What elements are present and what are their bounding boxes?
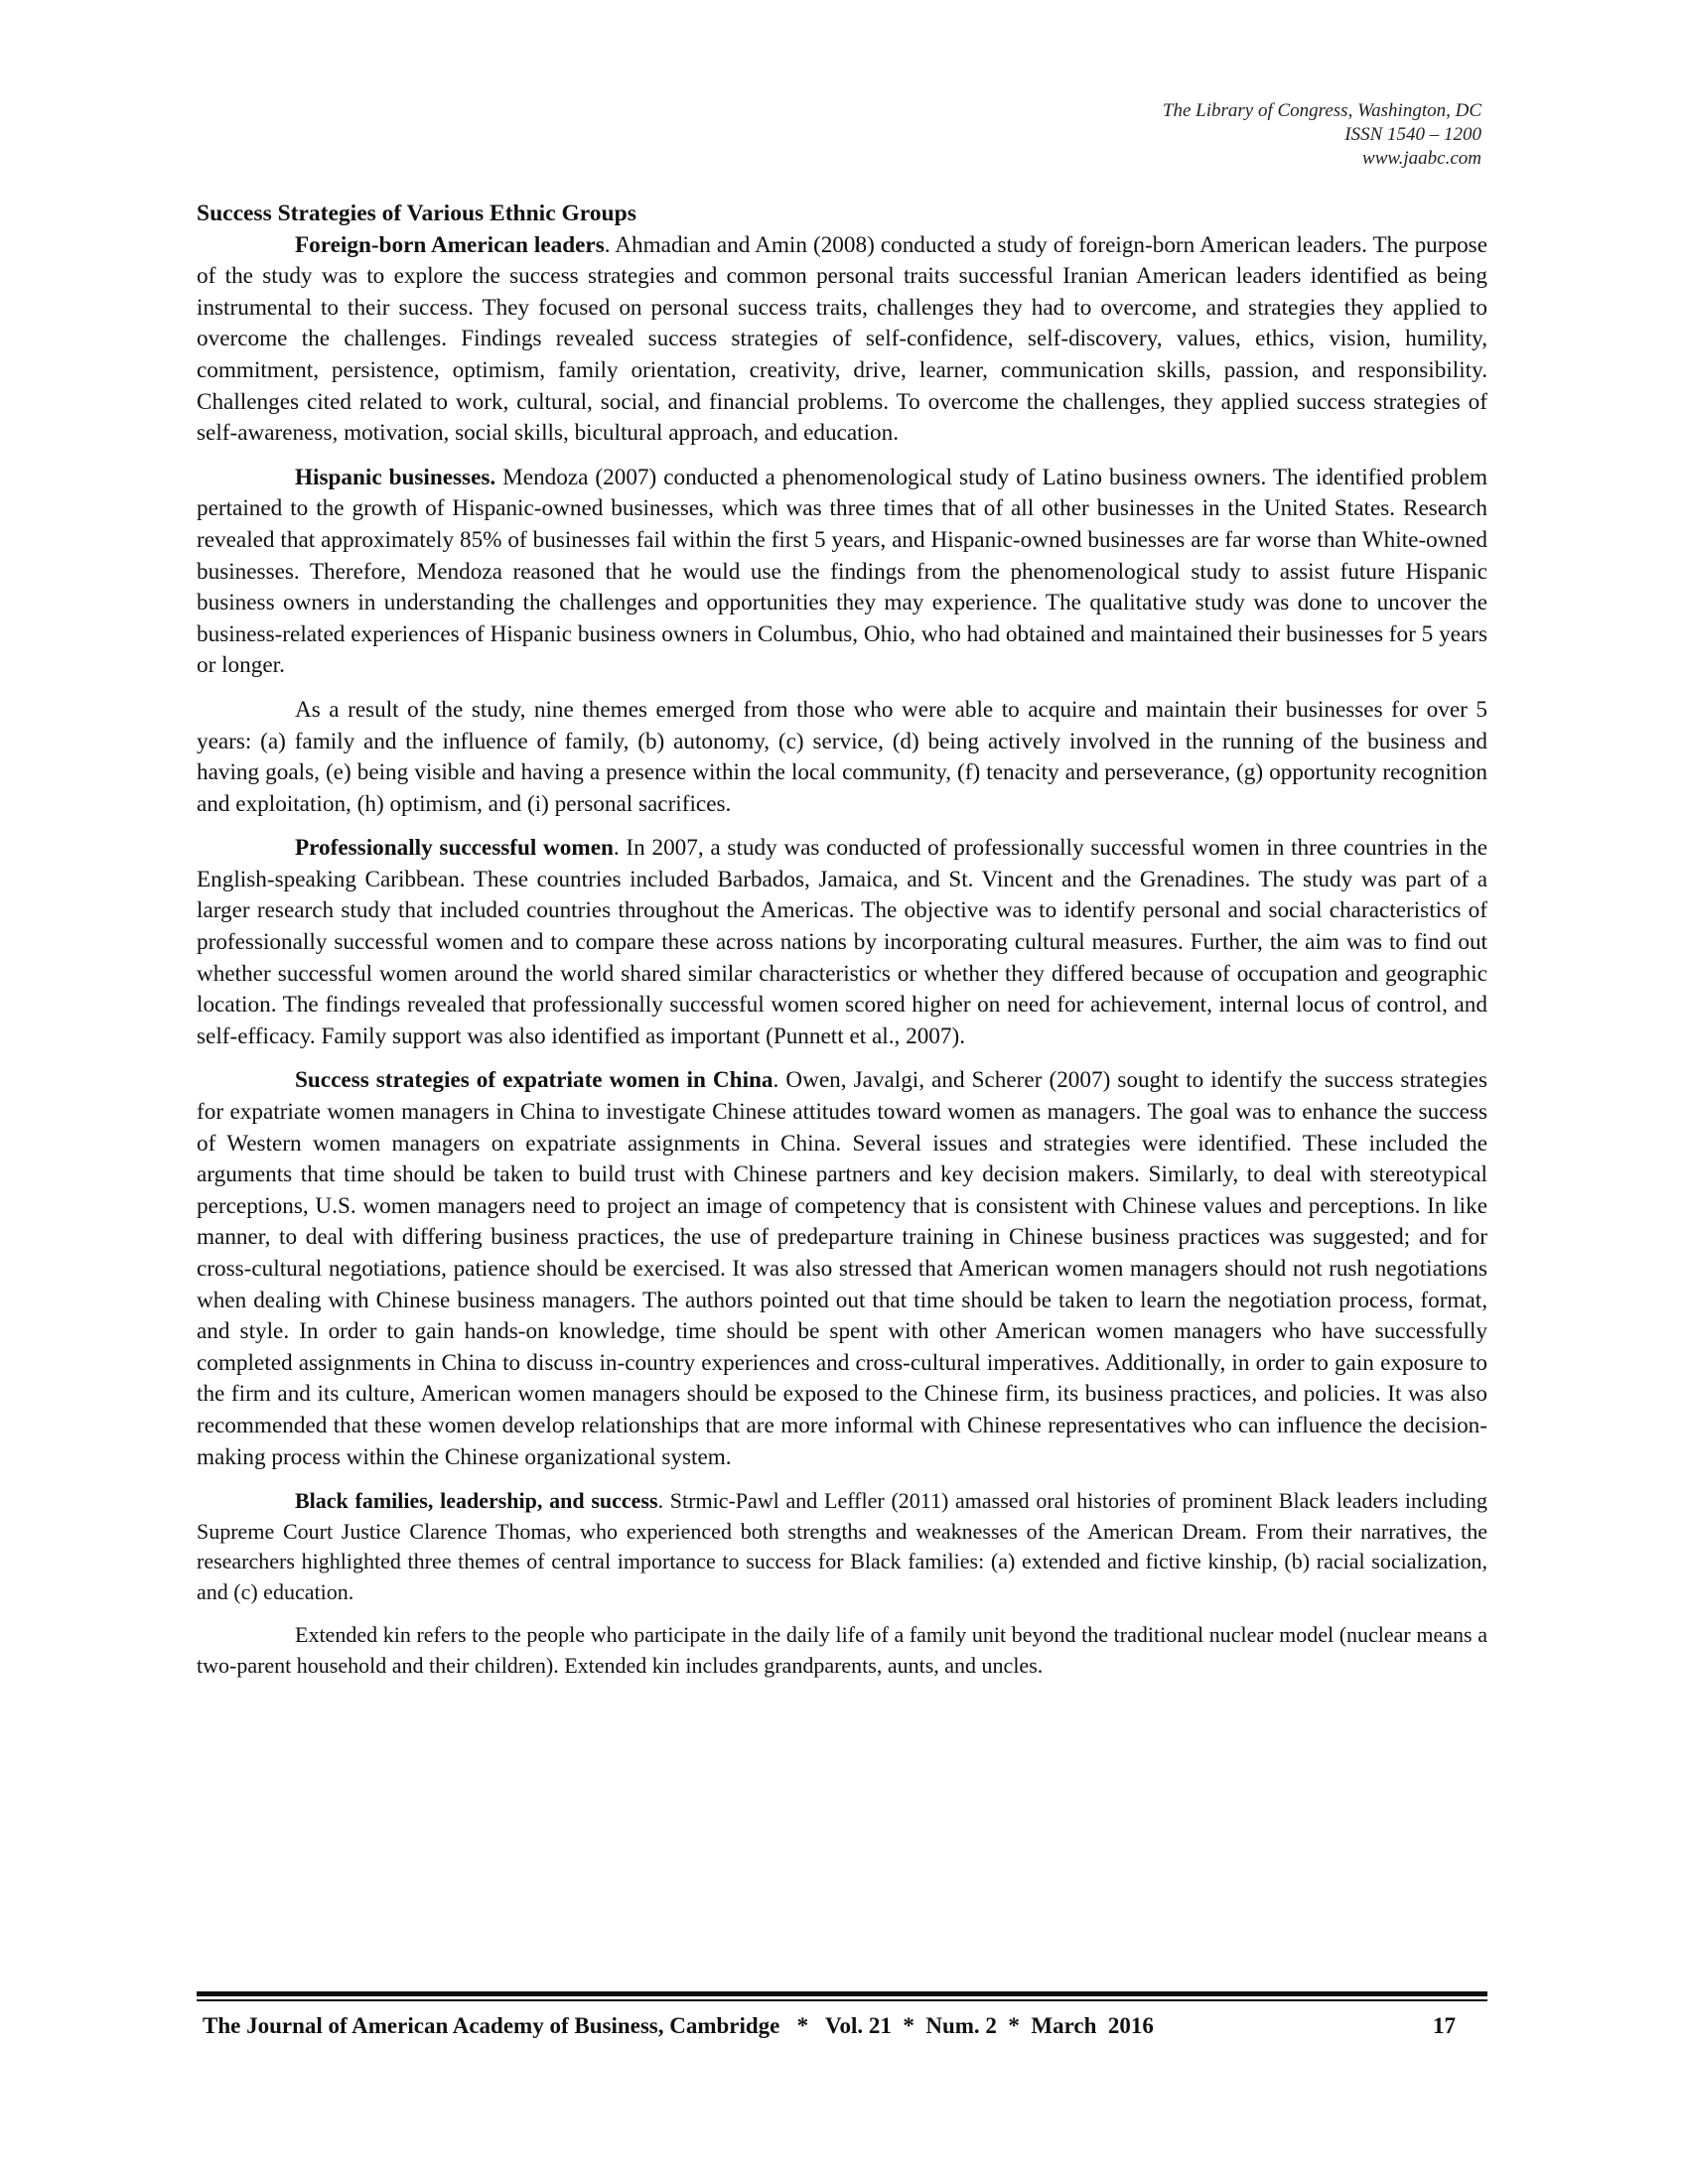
header-library-line: The Library of Congress, Washington, DC — [1162, 100, 1481, 121]
paragraph-lead: Professionally successful women — [295, 835, 614, 862]
footer-journal-citation: The Journal of American Academy of Business, Cambridge * Vol. 21 * Num. 2 * March 2016 — [203, 2013, 1154, 2038]
footer-rule-thick — [197, 1991, 1487, 1996]
paragraph-lead: Black families, leadership, and success — [295, 1488, 658, 1514]
paragraph-text: . In 2007, a study was conducted of professionally successful women in three countries in the English-speaking Caribbean. These countries included Barbados, Jamaica, and St. Vincent and the Grenadines. The study was part of a larger research study that included countries throughout the Americas. The objective was to identify personal and social characteristics of professionally successful women and to compare these across nations by incorporating cultural measures. Further, the aim was to find out whether successful women around the world shared similar characteristics or whether they differed because of occupation and geographic location. The findings revealed that professionally successful women scored higher on need for achievement, internal locus of control, and self-efficacy. Family support was also identified as important (Punnett et al., 2007). — [197, 835, 1487, 1049]
paragraph-lead: Success strategies of expatriate women in China — [295, 1067, 774, 1094]
paragraph-text: . Strmic-Pawl and Leffler (2011) amassed oral histories of prominent Black leaders including Supreme Court Justice Clarence Thomas, who experienced both strengths and weaknesses of the American Dream. From their narratives, the researchers highlighted three themes of central importance to success for Black families: (a) extended and fictive kinship, (b) racial socialization, and (c) education. — [197, 1488, 1488, 1604]
page-header — [1163, 99, 1481, 171]
paragraph-hispanic-businesses — [197, 463, 1487, 682]
paragraph-black-families — [197, 1486, 1487, 1607]
paragraph-expatriate-women-china — [197, 1065, 1487, 1473]
article-body — [197, 199, 1487, 1681]
header-website-line: www.jaabc.com — [1362, 148, 1481, 169]
footer-rule-thin — [197, 1999, 1487, 2001]
paragraph-text: . Owen, Javalgi, and Scherer (2007) sought to identify the success strategies for expatriate women managers in China to investigate Chinese attitudes toward women as managers. The goal was to enhance the success of Western women managers on expatriate assignments in China. Several issues and strategies were identified. These included the arguments that time should be taken to build trust with Chinese partners and key decision makers. Similarly, to deal with stereotypical perceptions, U.S. women managers need to project an image of competency that is consistent with Chinese values and perceptions. In like manner, to deal with differing business practices, the use of predeparture training in Chinese business practices was suggested; and for cross-cultural negotiations, patience should be exercised. It was also stressed that American women managers should not rush negotiations when dealing with Chinese business managers. The authors pointed out that time should be taken to learn the negotiation process, format, and style. In order to gain hands-on knowledge, time should be spent with other American women managers who have successfully completed assignments in China to discuss in-country experiences and cross-cultural imperatives. Additionally, in order to gain exposure to the firm and its culture, American women managers should be exposed to the Chinese firm, its business practices, and policies. It was also recommended that these women develop relationships that are more informal with Chinese representatives who can influence the decision-making process within the Chinese organizational system. — [197, 1067, 1487, 1470]
paragraph-text: Extended kin refers to the people who participate in the daily life of a family unit beyond the traditional nuclear model (nuclear means a two-parent household and their children). Extended kin includes grandparents, aunts, and uncles. — [197, 1622, 1487, 1678]
paragraph-nine-themes — [197, 695, 1487, 820]
paragraph-lead: Foreign-born American leaders — [295, 231, 605, 258]
paragraph-lead: Hispanic businesses. — [295, 464, 496, 490]
paragraph-extended-kin — [197, 1620, 1487, 1681]
footer-page-number: 17 — [1433, 2013, 1456, 2038]
paragraph-professional-women — [197, 833, 1487, 1052]
section-title: Success Strategies of Various Ethnic Groups — [197, 201, 636, 226]
paragraph-text: As a result of the study, nine themes emerged from those who were able to acquire and maintain their businesses for over 5 years: (a) family and the influence of family, (b) autonomy, (c) service, (d) being actively involved in the running of the business and having goals, (e) being visible and having a presence within the local community, (f) tenacity and perseverance, (g) opportunity recognition and exploitation, (h) optimism, and (i) personal sacrifices. — [197, 696, 1487, 817]
paragraph-text: Mendoza (2007) conducted a phenomenological study of Latino business owners. The identified problem pertained to the growth of Hispanic-owned businesses, which was three times that of all other businesses in the United States. Research revealed that approximately 85% of businesses fail within the first 5 years, and Hispanic-owned businesses are far worse than White-owned businesses. Therefore, Mendoza reasoned that he would use the findings from the phenomenological study to assist future Hispanic business owners in understanding the challenges and opportunities they may experience. The qualitative study was done to uncover the business-related experiences of Hispanic business owners in Columbus, Ohio, who had obtained and maintained their businesses for 5 years or longer. — [197, 464, 1487, 679]
header-issn-line: ISSN 1540 – 1200 — [1344, 124, 1481, 145]
paragraph-text: . Ahmadian and Amin (2008) conducted a study of foreign-born American leaders. The purpose of the study was to explore the success strategies and common personal traits successful Iranian American leaders identified as being instrumental to their success. They focused on personal success traits, challenges they had to overcome, and strategies they applied to overcome the challenges. Findings revealed success strategies of self-confidence, self-discovery, values, ethics, vision, humility, commitment, persistence, optimism, family orientation, creativity, drive, learner, communication skills, passion, and responsibility. Challenges cited related to work, cultural, social, and financial problems. To overcome the challenges, they applied success strategies of self-awareness, motivation, social skills, bicultural approach, and education. — [197, 231, 1487, 447]
paragraph-foreign-born-leaders — [197, 230, 1487, 450]
